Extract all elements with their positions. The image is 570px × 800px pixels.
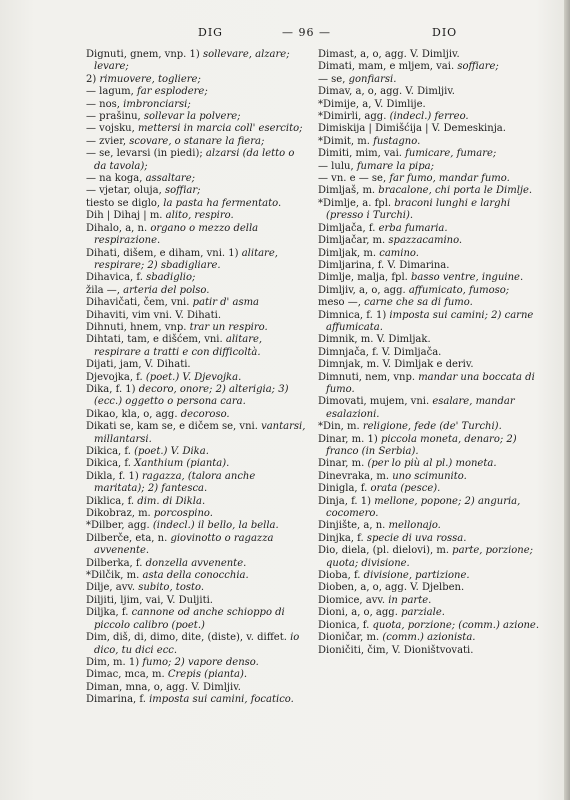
dictionary-entry bbox=[318, 533, 542, 545]
entry-definition-italic: fumo; 2) vapore denso. bbox=[142, 656, 259, 668]
dictionary-entry bbox=[86, 421, 308, 446]
dictionary-entry bbox=[318, 272, 542, 284]
dictionary-entry bbox=[318, 421, 542, 433]
dictionary-entry bbox=[318, 595, 542, 607]
dictionary-entry bbox=[318, 372, 542, 397]
entry-headword-text: *Dimije, a, V. Dimlije. bbox=[318, 98, 426, 110]
dictionary-entry bbox=[86, 334, 308, 359]
entry-headword-text: Diljiti, ljim, vai, V. Duljiti. bbox=[86, 594, 213, 606]
entry-definition-italic: alito, respiro. bbox=[165, 210, 234, 222]
entry-headword-text: Dihati, dišem, e diham, vni. 1) bbox=[86, 247, 242, 259]
entry-headword-text: Dimast, a, o, agg. V. Dimljiv. bbox=[318, 49, 460, 60]
dictionary-entry bbox=[86, 496, 308, 508]
entry-definition-italic: quota, porzione; (comm.) azione. bbox=[372, 619, 540, 631]
entry-headword-text: Dioničar, m. bbox=[318, 632, 383, 644]
entry-headword-text: — na koga, bbox=[86, 173, 146, 185]
entry-headword-text: — lulu, bbox=[318, 160, 357, 172]
entry-definition-italic: decoro, onore; 2) alterigia; 3) (ecc.) oggetto o persona cara. bbox=[94, 383, 289, 408]
dictionary-entry bbox=[318, 111, 542, 123]
dictionary-entry bbox=[318, 86, 542, 98]
entry-definition-italic: scovare, o stanare la fiera; bbox=[129, 135, 265, 147]
entry-headword-text: tiesto se diglo, bbox=[86, 197, 164, 209]
entry-headword-text: Dimljaš, m. bbox=[318, 185, 379, 197]
entry-definition-italic: imposta sui camini; 2) carne affumicata. bbox=[326, 309, 534, 333]
dictionary-entry bbox=[86, 632, 308, 657]
entry-headword-text: Dimac, mca, m. bbox=[86, 669, 168, 681]
entry-headword-text: Dihavičati, čem, vni. bbox=[86, 297, 193, 309]
entry-headword-text: Dimiskija | Dimišćija | V. Demeskinja. bbox=[318, 123, 506, 135]
dictionary-entry bbox=[86, 595, 308, 607]
entry-definition-italic: erba fumaria. bbox=[378, 222, 448, 234]
dictionary-entry bbox=[318, 235, 542, 247]
entry-headword-text: Diljka, f. bbox=[86, 607, 132, 619]
entry-headword-text: Dionica, f. bbox=[318, 619, 373, 631]
entry-definition-italic: dim. di Dikla. bbox=[137, 495, 206, 507]
dictionary-entry bbox=[86, 285, 308, 297]
dictionary-entry bbox=[318, 607, 542, 619]
entry-headword-text: Dinevraka, m. bbox=[318, 470, 393, 482]
entry-definition-italic: vantarsi, millantarsi. bbox=[94, 421, 306, 445]
entry-headword-text: Dihtati, tam, e dišćem, vni. bbox=[86, 334, 226, 346]
entry-definition-italic: far esplodere; bbox=[137, 86, 208, 98]
entry-definition-italic: parziale. bbox=[401, 607, 445, 619]
entry-definition-italic: alzarsi (da letto o da tavola); bbox=[94, 148, 295, 172]
dictionary-entry bbox=[318, 49, 542, 61]
entry-headword-text: — nos, bbox=[86, 98, 124, 110]
dictionary-entry bbox=[318, 359, 542, 371]
entry-headword-text: Dihalo, a, n. bbox=[86, 222, 151, 234]
entry-definition-italic: mellone, popone; 2) anguria, cocomero. bbox=[326, 495, 521, 520]
entry-headword-text: Dimati, mam, e mljem, vai. bbox=[318, 61, 458, 73]
dictionary-entry bbox=[86, 310, 308, 322]
entry-headword-text: Dinar, m. bbox=[318, 458, 368, 470]
entry-headword-text: — zvier, bbox=[86, 135, 130, 147]
entry-definition-italic: piccola moneta, denaro; 2) franco (in Serbia). bbox=[326, 433, 517, 457]
entry-definition-italic: mandar una boccata di fumo. bbox=[326, 371, 535, 395]
entry-definition-italic: basso ventre, inguine. bbox=[411, 272, 524, 284]
entry-headword-text: — se, levarsi (in piedi); bbox=[86, 148, 206, 160]
entry-headword-text: *Dimlje, a. fpl. bbox=[318, 197, 395, 209]
entry-definition-italic: Xanthium (pianta). bbox=[134, 458, 230, 470]
dictionary-entry bbox=[318, 334, 542, 346]
entry-definition-italic: soffiar; bbox=[164, 185, 201, 197]
entry-definition-italic: io dico, tu dici ecc. bbox=[94, 632, 300, 656]
dictionary-entry bbox=[86, 409, 308, 421]
dictionary-entry bbox=[86, 458, 308, 470]
entry-definition-italic: (per lo più al pl.) moneta. bbox=[367, 458, 497, 470]
dictionary-entry bbox=[86, 682, 308, 694]
dictionary-entry bbox=[318, 620, 542, 632]
entry-definition-italic: alitare, respirare; 2) sbadigliare. bbox=[94, 247, 278, 271]
entry-headword-text: Dimnuti, nem, vnp. bbox=[318, 371, 419, 383]
entry-definition-italic: asta della conocchia. bbox=[142, 570, 249, 582]
entry-headword-text: *Din, m. bbox=[318, 421, 363, 433]
dictionary-entry bbox=[318, 310, 542, 335]
entry-headword-text: — se, bbox=[318, 73, 349, 85]
entry-definition-italic: religione, fede (de' Turchi). bbox=[362, 421, 502, 433]
entry-definition-italic: affumicato, fumoso; bbox=[408, 284, 510, 296]
dictionary-entry bbox=[318, 396, 542, 421]
dictionary-entry bbox=[86, 123, 308, 135]
header-left-guide-word: DIG bbox=[198, 26, 223, 39]
entry-headword-text: Dihavica, f. bbox=[86, 272, 147, 284]
dictionary-entry bbox=[86, 86, 308, 98]
dictionary-entry bbox=[86, 384, 308, 409]
dictionary-entry bbox=[318, 582, 542, 594]
entry-definition-italic: organo o mezzo della respirazione. bbox=[94, 222, 259, 247]
dictionary-entry bbox=[86, 669, 308, 681]
dictionary-entry bbox=[86, 520, 308, 532]
entry-headword-text: meso —, bbox=[318, 297, 365, 309]
dictionary-entry bbox=[86, 582, 308, 594]
dictionary-entry bbox=[318, 99, 542, 111]
entry-headword-text: 2) bbox=[86, 73, 100, 85]
entry-headword-text: *Dimirli, agg. bbox=[318, 111, 390, 123]
entry-headword-text: Dimljak, m. bbox=[318, 247, 380, 259]
entry-definition-italic: sollevare, alzare; levare; bbox=[94, 49, 290, 73]
entry-headword-text: Dimnik, m. V. Dimljak. bbox=[318, 334, 431, 346]
entry-definition-italic: subito, tosto. bbox=[138, 582, 205, 594]
entry-headword-text: Dikati se, kam se, e dičem se, vni. bbox=[86, 421, 262, 433]
dictionary-entry bbox=[318, 223, 542, 235]
dictionary-entry bbox=[86, 136, 308, 148]
entry-definition-italic: sollevar la polvere; bbox=[143, 111, 241, 123]
entry-definition-italic: (indecl.) il bello, la bella. bbox=[152, 520, 279, 532]
entry-headword-text: *Dilčik, m. bbox=[86, 570, 143, 582]
entry-headword-text: Dimnica, f. 1) bbox=[318, 309, 390, 321]
entry-headword-text: Dimnjak, m. V. Dimljak e deriv. bbox=[318, 359, 474, 371]
entry-headword-text: Dioba, f. bbox=[318, 570, 364, 582]
dictionary-entry bbox=[86, 570, 308, 582]
dictionary-entry bbox=[318, 161, 542, 173]
entry-definition-italic: donzella avvenente. bbox=[145, 557, 247, 569]
entry-definition-italic: camino. bbox=[379, 247, 419, 259]
entry-definition-italic: giovinotto o ragazza avvenente. bbox=[94, 532, 274, 557]
dictionary-entry bbox=[86, 694, 308, 706]
dictionary-entry bbox=[318, 198, 542, 223]
entry-definition-italic: Crepis (pianta). bbox=[167, 669, 248, 681]
entry-headword-text: Dinjka, f. bbox=[318, 532, 367, 544]
entry-headword-text: Dilje, avv. bbox=[86, 582, 139, 594]
entry-headword-text: Dilberka, f. bbox=[86, 557, 146, 569]
entry-headword-text: Dikobraz, m. bbox=[86, 508, 154, 520]
entry-headword-text: Dikla, f. 1) bbox=[86, 470, 142, 482]
entry-definition-italic: spazzacamino. bbox=[388, 235, 463, 247]
entry-definition-italic: (poet.) V. Djevojka. bbox=[145, 371, 242, 383]
dictionary-entry bbox=[86, 372, 308, 384]
left-column bbox=[86, 49, 308, 707]
dictionary-entry bbox=[318, 123, 542, 135]
entry-definition-italic: trar un respiro. bbox=[189, 321, 268, 333]
dictionary-entry bbox=[86, 272, 308, 284]
entry-definition-italic: rimuovere, togliere; bbox=[99, 73, 201, 85]
entry-headword-text: Dimljiv, a, o, agg. bbox=[318, 284, 409, 296]
entry-headword-text: Diomice, avv. bbox=[318, 594, 389, 606]
dictionary-entry bbox=[318, 148, 542, 160]
dictionary-entry bbox=[318, 260, 542, 272]
dictionary-entry bbox=[318, 173, 542, 185]
dictionary-entry bbox=[318, 632, 542, 644]
dictionary-entry bbox=[318, 434, 542, 459]
entry-definition-italic: imbronciarsi; bbox=[123, 98, 191, 110]
dictionary-entry bbox=[86, 471, 308, 496]
dictionary-entry bbox=[86, 74, 308, 86]
entry-headword-text: Dioničiti, čim, V. Dioništvovati. bbox=[318, 644, 474, 656]
dictionary-entry bbox=[318, 136, 542, 148]
entry-headword-text: Dignuti, gnem, vnp. 1) bbox=[86, 49, 203, 60]
entry-definition-italic: ragazza, (talora anche maritata); 2) fantesca. bbox=[94, 470, 256, 495]
dictionary-entry bbox=[86, 185, 308, 197]
entry-headword-text: — lagum, bbox=[86, 86, 138, 98]
dictionary-entry bbox=[86, 49, 308, 74]
dictionary-entry bbox=[86, 99, 308, 111]
entry-headword-text: Dim, diš, di, dimo, dite, (diste), v. diffet. bbox=[86, 632, 291, 644]
entry-definition-italic: mettersi in marcia coll' esercito; bbox=[137, 123, 303, 135]
dictionary-entry bbox=[86, 508, 308, 520]
dictionary-entry bbox=[86, 558, 308, 570]
entry-headword-text: Dimnjača, f. V. Dimljača. bbox=[318, 346, 442, 358]
dictionary-entry bbox=[318, 285, 542, 297]
dictionary-entry bbox=[86, 607, 308, 632]
dictionary-entry bbox=[318, 74, 542, 86]
entry-definition-italic: divisione, partizione. bbox=[363, 570, 470, 582]
dictionary-entry bbox=[318, 185, 542, 197]
entry-headword-text: žila —, bbox=[86, 284, 124, 296]
dictionary-entry bbox=[318, 471, 542, 483]
dictionary-entry bbox=[318, 297, 542, 309]
dictionary-entry bbox=[86, 533, 308, 558]
entry-definition-italic: in parte. bbox=[388, 594, 432, 606]
dictionary-entry bbox=[318, 458, 542, 470]
entry-definition-italic: (poet.) V. Dika. bbox=[134, 446, 209, 457]
entry-definition-italic: fumare la pipa; bbox=[356, 160, 434, 172]
dictionary-entry bbox=[86, 198, 308, 210]
entry-headword-text: Dioben, a, o, agg. V. Djelben. bbox=[318, 582, 465, 594]
dictionary-entry bbox=[86, 111, 308, 123]
entry-definition-italic: esalare, mandar esalazioni. bbox=[326, 396, 515, 420]
entry-headword-text: Dikao, kla, o, agg. bbox=[86, 408, 181, 420]
dictionary-entry bbox=[318, 347, 542, 359]
dictionary-entry bbox=[318, 545, 542, 570]
dictionary-entry bbox=[318, 570, 542, 582]
dictionary-entry bbox=[318, 483, 542, 495]
entry-headword-text: Dinigla, f. bbox=[318, 483, 371, 495]
entry-headword-text: Dimovati, mujem, vni. bbox=[318, 396, 433, 408]
entry-definition-italic: orata (pesce). bbox=[370, 483, 441, 495]
entry-definition-italic: carne che sa di fumo. bbox=[364, 297, 473, 309]
entry-headword-text: Dihaviti, vim vni. V. Dihati. bbox=[86, 309, 222, 321]
right-column bbox=[318, 49, 542, 657]
entry-definition-italic: patir d' asma bbox=[192, 297, 260, 309]
entry-definition-italic: (indecl.) ferreo. bbox=[389, 111, 469, 123]
entry-definition-italic: gonfiarsi. bbox=[348, 73, 397, 85]
entry-headword-text: Dihnuti, hnem, vnp. bbox=[86, 321, 190, 333]
entry-definition-italic: la pasta ha fermentato. bbox=[163, 197, 282, 209]
entry-headword-text: *Dimit, m. bbox=[318, 135, 374, 147]
dictionary-entry bbox=[318, 61, 542, 73]
entry-headword-text: — vn. e — se, bbox=[318, 173, 390, 185]
dictionary-entry bbox=[86, 446, 308, 458]
entry-definition-italic: parte, porzione; quota; divisione. bbox=[326, 545, 534, 569]
dictionary-entry bbox=[318, 645, 542, 657]
entry-headword-text: — vjetar, oluja, bbox=[86, 185, 165, 197]
page-number: — 96 — bbox=[282, 26, 331, 39]
entry-headword-text: Dikica, f. bbox=[86, 458, 135, 470]
entry-headword-text: Dilberče, eta, n. bbox=[86, 532, 171, 544]
entry-headword-text: Dimljačar, m. bbox=[318, 235, 389, 247]
entry-definition-italic: uno scimunito. bbox=[392, 470, 467, 482]
dictionary-entry bbox=[318, 496, 542, 521]
entry-definition-italic: sbadiglio; bbox=[146, 272, 196, 284]
entry-headword-text: Dio, diela, (pl. dielovi), m. bbox=[318, 545, 453, 557]
entry-definition-italic: arteria del polso. bbox=[123, 284, 210, 296]
entry-headword-text: Dinja, f. 1) bbox=[318, 495, 375, 507]
header-right-guide-word: DIO bbox=[432, 26, 458, 39]
entry-headword-text: Dimarina, f. bbox=[86, 694, 150, 706]
dictionary-entry bbox=[86, 210, 308, 222]
dictionary-entry bbox=[86, 359, 308, 371]
dictionary-entry bbox=[86, 297, 308, 309]
entry-headword-text: *Dilber, agg. bbox=[86, 520, 153, 532]
entry-headword-text: — prašinu, bbox=[86, 111, 144, 123]
dictionary-entry bbox=[86, 148, 308, 173]
entry-headword-text: Dimljarina, f. V. Dimarina. bbox=[318, 259, 450, 271]
entry-headword-text: Dimiti, mim, vai. bbox=[318, 148, 406, 160]
entry-definition-italic: decoroso. bbox=[180, 408, 230, 420]
entry-headword-text: Dimlje, malja, fpl. bbox=[318, 272, 411, 284]
entry-headword-text: Diklica, f. bbox=[86, 495, 138, 507]
entry-definition-italic: specie di uva rossa. bbox=[366, 532, 467, 544]
entry-definition-italic: fustagno. bbox=[373, 135, 421, 147]
entry-headword-text: Dikica, f. bbox=[86, 446, 135, 457]
entry-definition-italic: braconi lunghi e larghi (presso i Turchi). bbox=[326, 197, 511, 222]
entry-definition-italic: (comm.) azionista. bbox=[382, 632, 476, 644]
entry-definition-italic: imposta sui camini, focatico. bbox=[149, 694, 294, 706]
entry-definition-italic: assaltare; bbox=[145, 173, 195, 185]
entry-headword-text: Dinar, m. 1) bbox=[318, 433, 381, 445]
dictionary-entry bbox=[86, 223, 308, 248]
entry-definition-italic: bracalone, chi porta le Dimlje. bbox=[378, 185, 533, 197]
dictionary-entry bbox=[318, 248, 542, 260]
entry-headword-text: Djevojka, f. bbox=[86, 371, 146, 383]
entry-headword-text: Dioni, a, o, agg. bbox=[318, 607, 402, 619]
dictionary-entry bbox=[86, 248, 308, 273]
entry-headword-text: Dimljača, f. bbox=[318, 222, 379, 234]
entry-definition-italic: mellonajo. bbox=[388, 520, 441, 532]
entry-definition-italic: far fumo, mandar fumo. bbox=[389, 173, 510, 185]
dictionary-entry bbox=[318, 520, 542, 532]
entry-definition-italic: porcospino. bbox=[153, 508, 213, 520]
entry-headword-text: Dih | Dihaj | m. bbox=[86, 210, 166, 222]
entry-headword-text: Dijati, jam, V. Dihati. bbox=[86, 359, 191, 371]
entry-definition-italic: cannone od anche schioppo di piccolo calibro (poet.) bbox=[94, 607, 285, 631]
entry-headword-text: Dim, m. 1) bbox=[86, 656, 143, 668]
dictionary-entry bbox=[86, 173, 308, 185]
entry-headword-text: Dika, f. 1) bbox=[86, 383, 139, 395]
dictionary-entry bbox=[86, 322, 308, 334]
entry-definition-italic: alitare, respirare a tratti e con difficoltà. bbox=[94, 334, 263, 358]
entry-definition-italic: fumicare, fumare; bbox=[405, 148, 497, 160]
dictionary-entry bbox=[86, 657, 308, 669]
entry-headword-text: Dimav, a, o, agg. V. Dimljiv. bbox=[318, 86, 455, 98]
entry-definition-italic: soffiare; bbox=[457, 61, 499, 73]
page-spine-edge bbox=[564, 0, 570, 800]
entry-headword-text: — vojsku, bbox=[86, 123, 138, 135]
entry-headword-text: Diman, mna, o, agg. V. Dimljiv. bbox=[86, 681, 241, 693]
entry-headword-text: Dinjište, a, n. bbox=[318, 520, 389, 532]
